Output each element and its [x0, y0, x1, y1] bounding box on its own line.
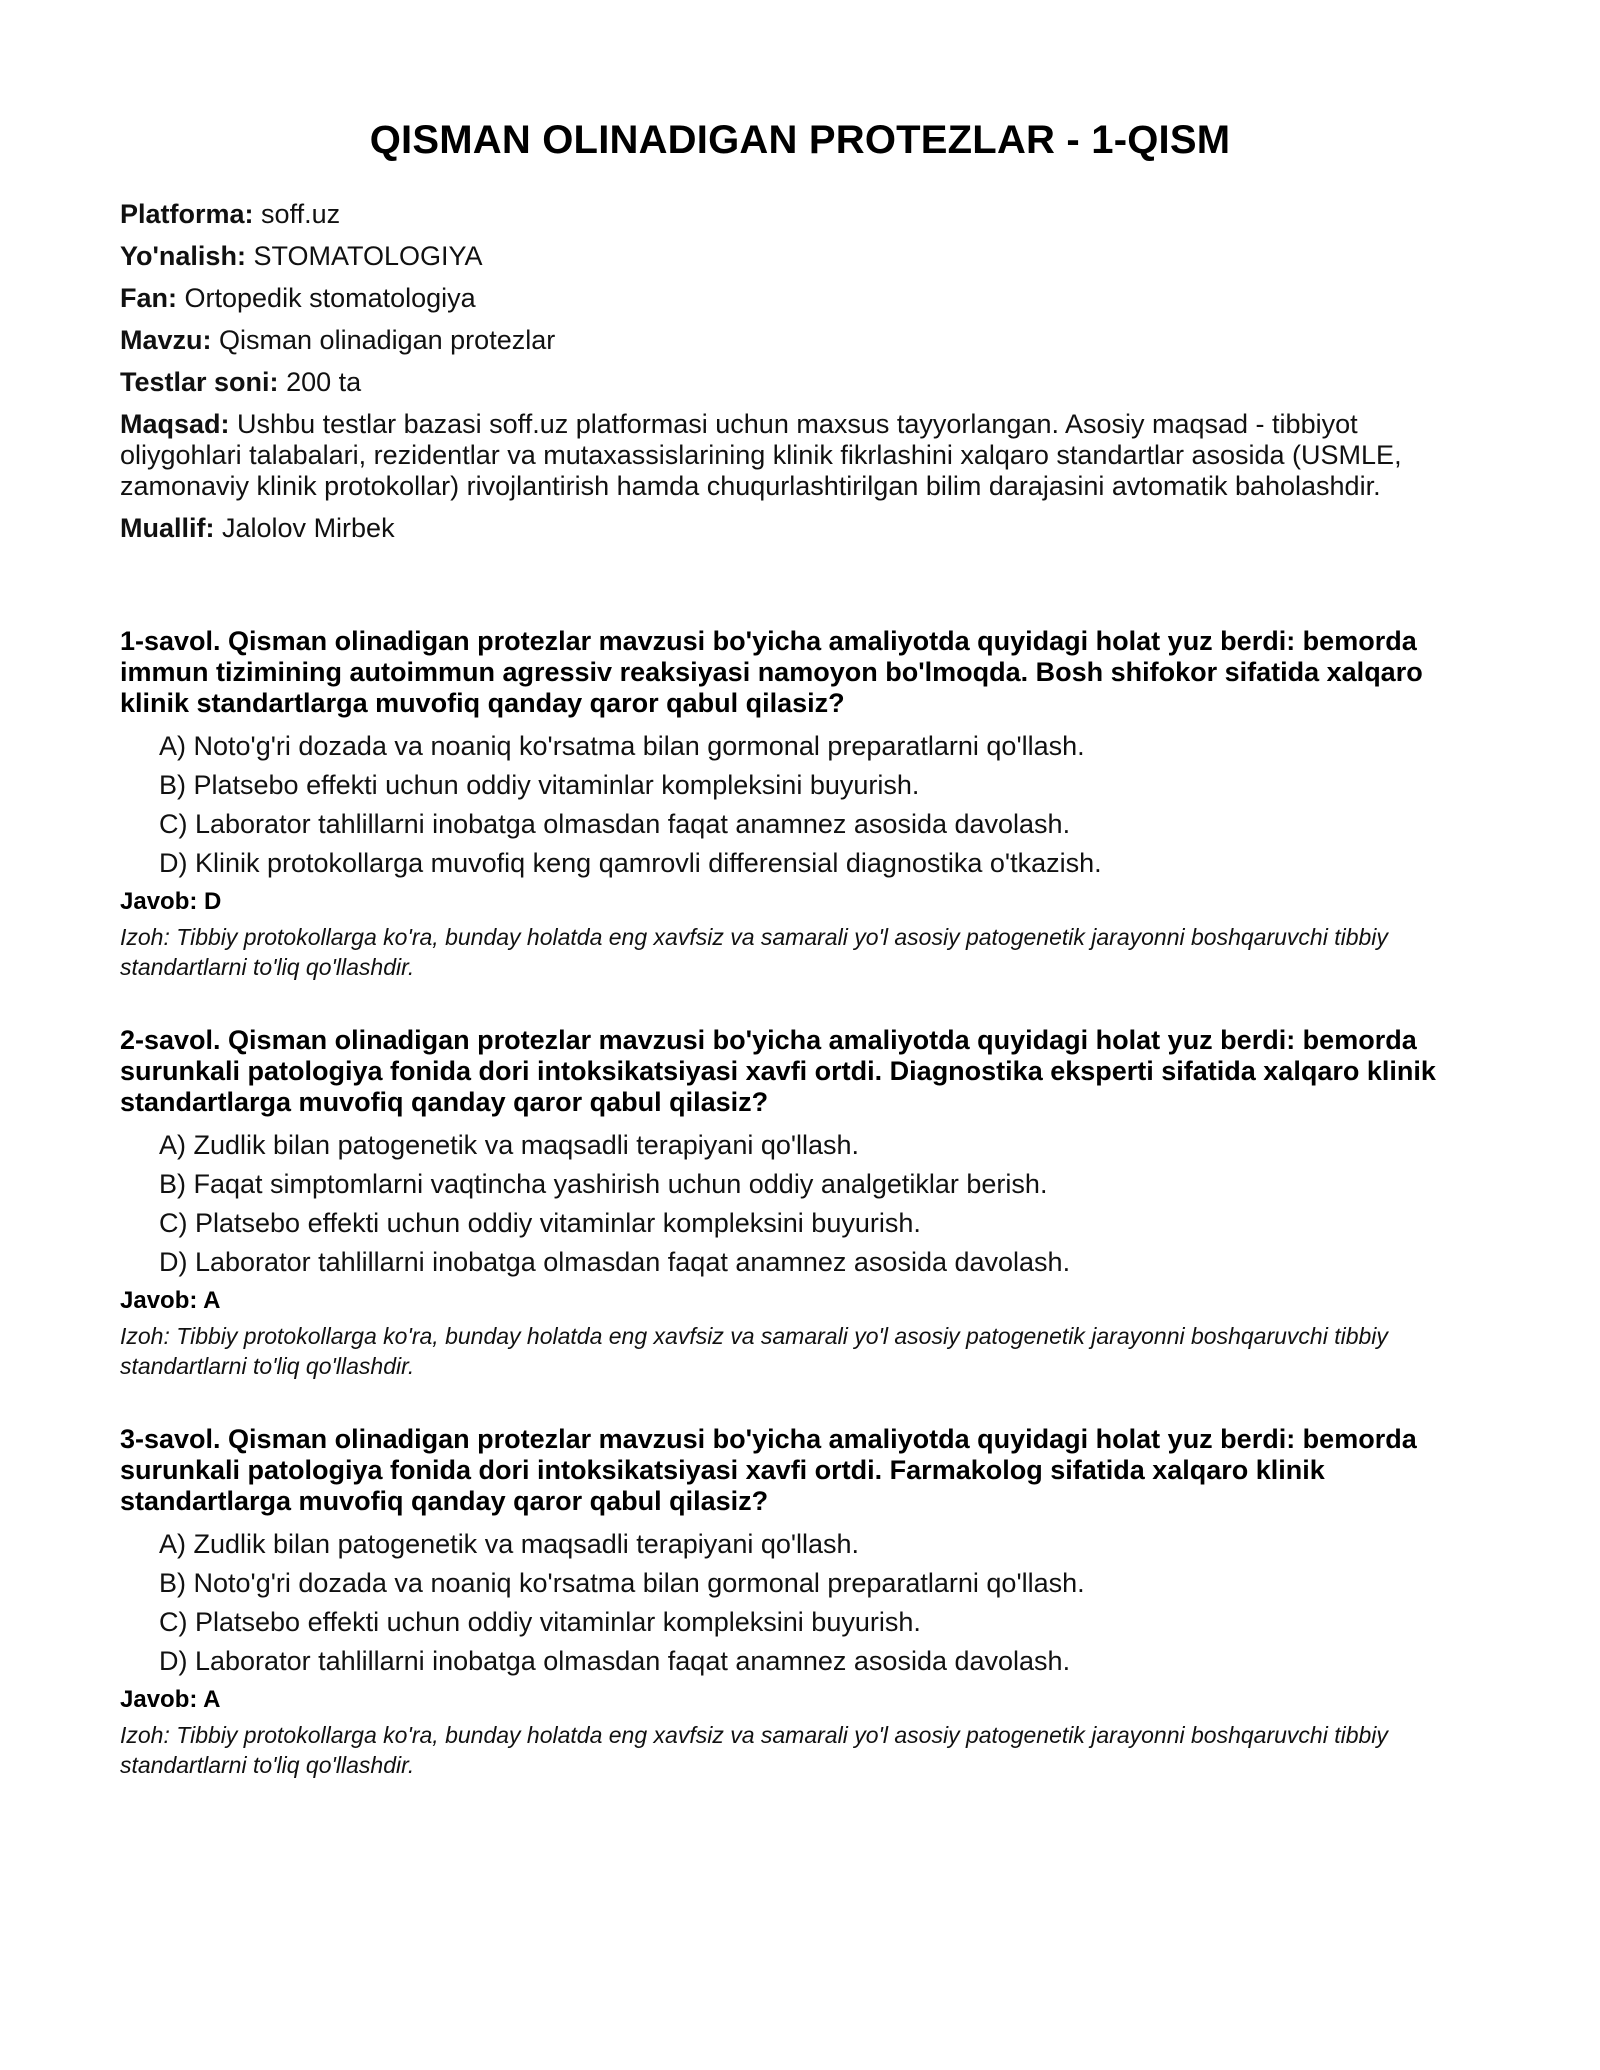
question-3	[120, 1424, 1480, 1780]
meta-subject-key: Fan:	[120, 283, 177, 313]
answer-explanation: Izoh: Tibbiy protokollarga ko'ra, bunday holatda eng xavfsiz va samarali yo'l asosiy patogenetik jarayonni boshqaruvchi tibbiy standartlarni to'liq qo'llashdir.	[120, 924, 1388, 980]
correct-answer: Javob: A	[120, 1287, 221, 1314]
meta-direction-value: STOMATOLOGIYA	[253, 241, 483, 271]
question-list	[120, 626, 1480, 1780]
option-d: D) Klinik protokollarga muvofiq keng qamrovli differensial diagnostika o'tkazish.	[159, 848, 1102, 878]
meta-topic-value: Qisman olinadigan protezlar	[219, 325, 556, 355]
option-a: A) Zudlik bilan patogenetik va maqsadli terapiyani qo'llash.	[159, 1130, 860, 1160]
meta-test-count	[120, 367, 1480, 398]
meta-platform	[120, 199, 1480, 230]
option-a: A) Zudlik bilan patogenetik va maqsadli terapiyani qo'llash.	[159, 1529, 860, 1559]
meta-goal	[120, 409, 1480, 502]
answer-options	[120, 1529, 1480, 1677]
answer-options	[120, 1130, 1480, 1278]
option-b: B) Faqat simptomlarni vaqtincha yashirish uchun oddiy analgetiklar berish.	[159, 1169, 1048, 1199]
meta-test-count-key: Testlar soni:	[120, 367, 279, 397]
meta-goal-value: Ushbu testlar bazasi soff.uz platformasi uchun maxsus tayyorlangan. Asosiy maqsad - tibbiyot oliygohlari talabalari, rezidentlar va mutaxassislarining klinik fikrlashini xalqaro standartlar asosida (USMLE, zamonaviy klinik protokollar) rivojlantirish hamda chuqurlashtirilgan bilim darajasini avtomatik baholashdir.	[120, 409, 1402, 501]
option-c: C) Platsebo effekti uchun oddiy vitaminlar kompleksini buyurish.	[159, 1607, 921, 1637]
meta-author-value: Jalolov Mirbek	[222, 513, 395, 543]
option-d: D) Laborator tahlillarni inobatga olmasdan faqat anamnez asosida davolash.	[159, 1646, 1071, 1676]
option-b: B) Noto'g'ri dozada va noaniq ko'rsatma bilan gormonal preparatlarni qo'llash.	[159, 1568, 1085, 1598]
answer-explanation: Izoh: Tibbiy protokollarga ko'ra, bunday holatda eng xavfsiz va samarali yo'l asosiy patogenetik jarayonni boshqaruvchi tibbiy standartlarni to'liq qo'llashdir.	[120, 1722, 1388, 1778]
meta-platform-key: Platforma:	[120, 199, 254, 229]
answer-explanation: Izoh: Tibbiy protokollarga ko'ra, bunday holatda eng xavfsiz va samarali yo'l asosiy patogenetik jarayonni boshqaruvchi tibbiy standartlarni to'liq qo'llashdir.	[120, 1323, 1388, 1379]
question-2	[120, 1025, 1480, 1381]
answer-options	[120, 731, 1480, 879]
meta-direction-key: Yo'nalish:	[120, 241, 246, 271]
option-a: A) Noto'g'ri dozada va noaniq ko'rsatma bilan gormonal preparatlarni qo'llash.	[159, 731, 1085, 761]
meta-platform-value: soff.uz	[261, 199, 341, 229]
meta-goal-key: Maqsad:	[120, 409, 230, 439]
meta-direction	[120, 241, 1480, 272]
option-b: B) Platsebo effekti uchun oddiy vitaminlar kompleksini buyurish.	[159, 770, 920, 800]
option-c: C) Laborator tahlillarni inobatga olmasdan faqat anamnez asosida davolash.	[159, 809, 1071, 839]
meta-topic-key: Mavzu:	[120, 325, 212, 355]
question-text: 1-savol. Qisman olinadigan protezlar mavzusi bo'yicha amaliyotda quyidagi holat yuz berdi: bemorda immun tizimining autoimmun agressiv reaksiyasi namoyon bo'lmoqda. Bosh shifokor sifatida xalqaro klinik standartlarga muvofiq qanday qaror qabul qilasiz?	[120, 626, 1423, 718]
correct-answer: Javob: A	[120, 1686, 221, 1713]
correct-answer: Javob: D	[120, 888, 222, 915]
question-text: 3-savol. Qisman olinadigan protezlar mavzusi bo'yicha amaliyotda quyidagi holat yuz berdi: bemorda surunkali patologiya fonida dori intoksikatsiyasi xavfi ortdi. Farmakolog sifatida xalqaro klinik standartlarga muvofiq qanday qaror qabul qilasiz?	[120, 1424, 1417, 1516]
meta-test-count-value: 200 ta	[286, 367, 362, 397]
meta-topic	[120, 325, 1480, 356]
document-meta	[120, 199, 1480, 544]
option-d: D) Laborator tahlillarni inobatga olmasdan faqat anamnez asosida davolash.	[159, 1247, 1071, 1277]
meta-author-key: Muallif:	[120, 513, 215, 543]
document-title: QISMAN OLINADIGAN PROTEZLAR - 1-QISM	[369, 118, 1231, 162]
question-text: 2-savol. Qisman olinadigan protezlar mavzusi bo'yicha amaliyotda quyidagi holat yuz berdi: bemorda surunkali patologiya fonida dori intoksikatsiyasi xavfi ortdi. Diagnostika eksperti sifatida xalqaro klinik standartlarga muvofiq qanday qaror qabul qilasiz?	[120, 1025, 1436, 1117]
meta-subject-value: Ortopedik stomatologiya	[184, 283, 476, 313]
question-1	[120, 626, 1480, 982]
meta-subject	[120, 283, 1480, 314]
option-c: C) Platsebo effekti uchun oddiy vitaminlar kompleksini buyurish.	[159, 1208, 921, 1238]
meta-author	[120, 513, 1480, 544]
document-page	[120, 118, 1480, 1823]
